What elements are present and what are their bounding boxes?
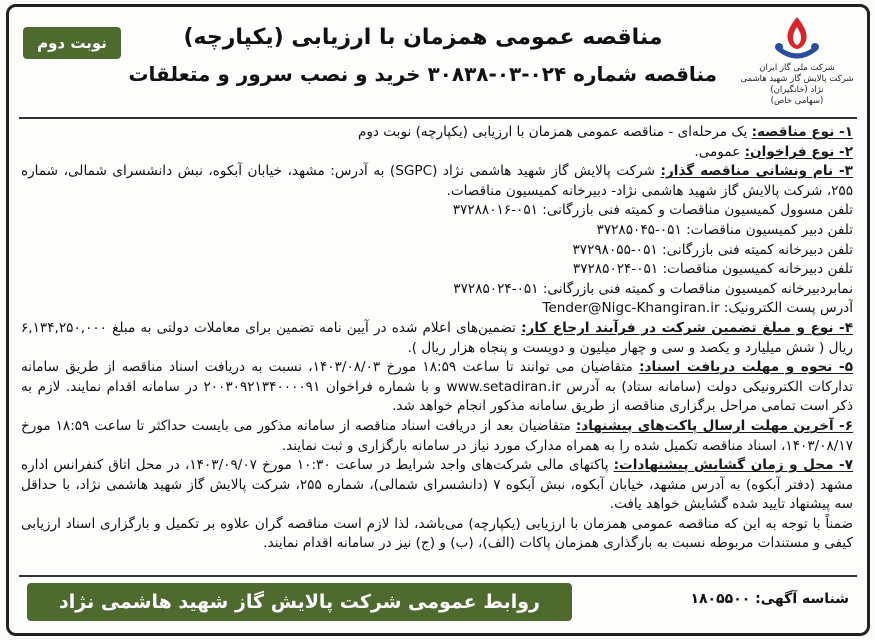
title-block <box>129 23 717 89</box>
section-text: عمومی. <box>694 143 745 160</box>
company-logo-block <box>733 13 861 109</box>
section-opening <box>21 456 853 515</box>
setad-url-link[interactable]: www.setadiran.ir <box>446 378 561 395</box>
notice-frame <box>6 4 870 636</box>
notice-title: مناقصه عمومی همزمان با ارزیابی (یکپارچه) <box>183 25 663 50</box>
publication-round-badge: نوبت دوم <box>23 27 121 59</box>
section-label: ۲- نوع فراخوان: <box>744 143 853 160</box>
section-label: ۳- نام ونشانی مناقصه گذار: <box>660 163 853 180</box>
phone-line: تلفن دبیرخانه کمیته فنی بازرگانی: ۰۵۱-۳۷۲۹۸۰۵۵ <box>572 241 853 258</box>
notice-header <box>9 7 867 115</box>
phone-line: تلفن دبیرخانه کمیسیون مناقصات: ۰۵۱-۳۷۲۸۵۰۲۴ <box>572 261 853 278</box>
section-text: شرکت پالایش گاز شهید هاشمی نژاد (SGPC) به آدرس: مشهد، خیابان آبکوه، نبش دانشسرای شمالی، شماره ۲۵۵، شرکت پالایش گاز شهید هاشمی نژاد- دبیرخانه کمیسیون مناقصات. <box>21 163 853 199</box>
notice-footer <box>19 575 857 625</box>
section-submission-deadline <box>21 417 853 456</box>
section-tenderer-address <box>21 162 853 201</box>
section-label: ۷- محل و زمان گشایش پیشنهادات: <box>613 457 853 474</box>
closing-note: ضمناً با توجه به این که مناقصه عمومی همزمان با ارزیابی (یکپارچه) می‌باشد، لذا لازم است مناقصه گران علاوه بر تکمیل و بارگزاری اسناد ارزیابی کیفی و مستندات مربوطه نسبت به بارگذاری همزمان پاکات (الف)، (ب) و (ج) نیز در سامانه اقدام نمایند. <box>21 515 853 552</box>
section-documents <box>21 358 853 417</box>
public-relations-banner: روابط عمومی شرکت پالایش گاز شهید هاشمی نژاد <box>27 583 572 621</box>
email-line <box>21 299 853 319</box>
section-call-type <box>21 143 853 163</box>
header-divider <box>19 117 857 119</box>
section-label: ۵- نحوه و مهلت دریافت اسناد: <box>639 359 853 376</box>
section-text: و با شماره فراخوان ۲۰۰۳۰۹۲۱۳۴۰۰۰۰۹۱ در سامانه اقدام نمایند. لازم به ذکر است تمامی مراحل برگزاری مناقصه از طریق سامانه مذکور انجام خواهد شد. <box>21 378 853 415</box>
org-name-line3: (سهامی خاص) <box>770 96 824 106</box>
section-text: متقاضیان بعد از دریافت اسناد مناقصه از سامانه مذکور می بایست حداکثر تا ساعت ۱۸:۵۹ مورخ ۱۴۰۳/۰۸/۱۷، اسناد مناقصه تکمیل شده را به همراه مدارک مورد نیاز در سامانه بارگزاری و ثبت نمایند. <box>21 417 853 454</box>
email-link[interactable]: Tender@Nigc-Khangiran.ir <box>542 300 720 317</box>
ad-id-label: شناسه آگهی: ۱۸۰۵۵۰۰ <box>690 591 849 607</box>
phone-line: تلفن مسوول کمیسیون مناقصات و کمیته فنی بازرگانی: ۰۵۱-۳۷۲۸۸۰۱۶ <box>452 202 853 219</box>
notice-body <box>21 123 853 573</box>
org-name-line2: شرکت پالایش گاز شهید هاشمی نژاد (خانگیران) <box>740 74 854 95</box>
section-text: متقاضیان می توانند تا ساعت ۱۸:۵۹ مورخ ۱۴۰۳/۰۸/۰۳، نسبت به دریافت اسناد مناقصه از طریق سامانه تدارکات الکترونیکی دولت (سامانه ستاد) به آدرس <box>21 359 853 395</box>
nigc-flame-logo-icon <box>767 13 827 63</box>
tender-number-title: مناقصه شماره ۰۲۴-۰۳-۳۰۸۳۸ خرید و نصب سرور و متعلقات <box>128 62 717 86</box>
section-tender-type <box>21 123 853 143</box>
section-text: یک مرحله‌ای - مناقصه عمومی همزمان با ارزیابی (یکپارچه) نوبت دوم <box>357 124 752 140</box>
section-guarantee <box>21 319 853 358</box>
section-text: تضمین‌های اعلام شده در آیین نامه تضمین برای معاملات دولتی به مبلغ ۶,۱۳۴,۲۵۰,۰۰۰ ریال ( شش میلیارد و یکصد و سی و چهار میلیون و دویست و پنجاه هزار ریال ). <box>21 319 853 356</box>
fax-line: نمابردبیرخانه کمیسیون مناقصات و کمیته فنی بازرگانی: ۰۵۱-۳۷۲۸۵۰۲۴ <box>453 280 853 297</box>
phone-line: تلفن دبیر کمیسیون مناقصات: ۰۵۱-۳۷۲۸۵۰۴۵ <box>596 221 853 238</box>
section-label: ۶- آخرین مهلت ارسال پاکت‌های پیشنهاد: <box>575 417 853 434</box>
org-name-line1: شرکت ملی گاز ایران <box>759 63 835 73</box>
section-label: ۴- نوع و مبلغ تضمین شرکت در فرآیند ارجاع کار: <box>521 319 853 336</box>
section-text: پاکتهای مالی شرکت‌های واجد شرایط در ساعت ۱۰:۳۰ مورخ ۱۴۰۳/۰۹/۰۷، در محل اتاق کنفرانس اداره مشهد (دفتر آبکوه) به آدرس مشهد، خیابان آبکوه، نبش آبکوه ۷ (دانشسرای شمالی)، شماره ۲۵۵، شرکت پالایش گاز شهید هاشمی نژاد، با حداقل سه پیشنهاد تایید شده گشایش خواهد یافت. <box>21 457 853 513</box>
email-label: آدرس پست الکترونیک: <box>719 300 853 317</box>
section-label: ۱- نوع مناقصه: <box>751 124 853 140</box>
